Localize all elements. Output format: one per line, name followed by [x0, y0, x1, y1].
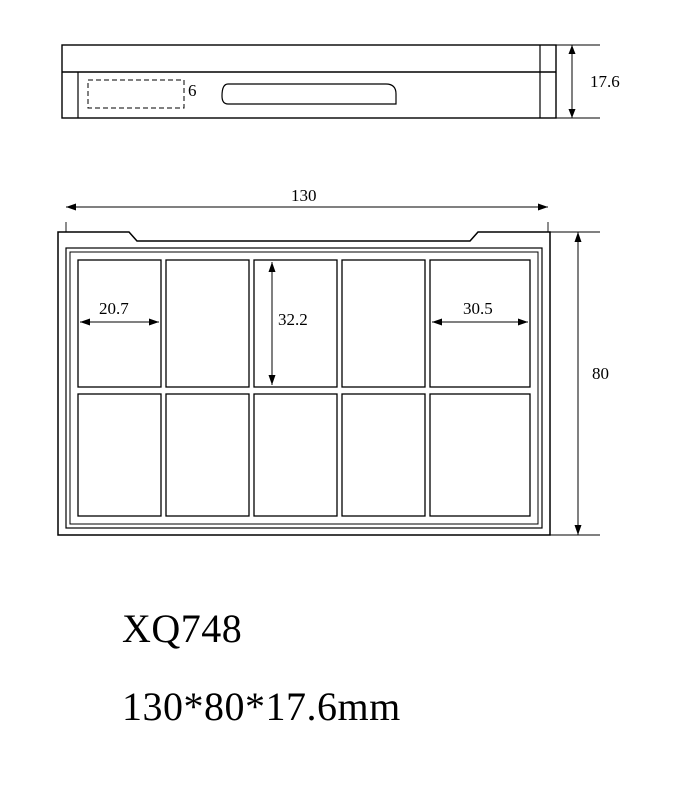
compartment-cell: [430, 260, 530, 387]
arrowhead-width-left: [66, 204, 76, 211]
side-wall-thickness-detail: [88, 80, 184, 108]
arrowhead-height-bottom: [569, 109, 576, 118]
compartment-cell: [430, 394, 530, 516]
tray-inner-outline: [66, 248, 542, 528]
arrowhead-depth-bottom: [575, 525, 582, 535]
top-plan-view: [58, 204, 600, 536]
dim-label-wall: 6: [188, 81, 197, 100]
arrowhead-cell-height-bottom: [269, 375, 276, 385]
side-outer-body: [62, 45, 556, 118]
dim-label-height: 17.6: [590, 72, 620, 91]
compartment-cell: [254, 394, 337, 516]
arrowhead-height-top: [569, 45, 576, 54]
dimensions-text: 130*80*17.6mm: [122, 684, 401, 729]
arrowhead-wide-cell-left: [432, 319, 442, 326]
arrowhead-depth-top: [575, 232, 582, 242]
compartment-cell: [342, 260, 425, 387]
compartment-cell: [78, 260, 161, 387]
arrowhead-cell-height-top: [269, 262, 276, 272]
dim-label-wide-cell: 30.5: [463, 299, 493, 318]
side-elevation-view: [62, 45, 600, 118]
dim-label-cell-width: 20.7: [99, 299, 129, 318]
tray-inner-outline-2: [70, 252, 538, 524]
compartment-cell: [166, 260, 249, 387]
dim-label-depth: 80: [592, 364, 609, 383]
compartment-cell: [342, 394, 425, 516]
dim-label-cell-height: 32.2: [278, 310, 308, 329]
side-lip-profile: [222, 84, 396, 104]
arrowhead-wide-cell-right: [518, 319, 528, 326]
compartment-cell: [78, 394, 161, 516]
model-name: XQ748: [122, 606, 243, 651]
compartment-cell: [166, 394, 249, 516]
arrowhead-width-right: [538, 204, 548, 211]
arrowhead-cell-width-left: [80, 319, 90, 326]
tray-outer-outline: [58, 232, 550, 535]
arrowhead-cell-width-right: [149, 319, 159, 326]
dim-label-width: 130: [291, 186, 317, 205]
